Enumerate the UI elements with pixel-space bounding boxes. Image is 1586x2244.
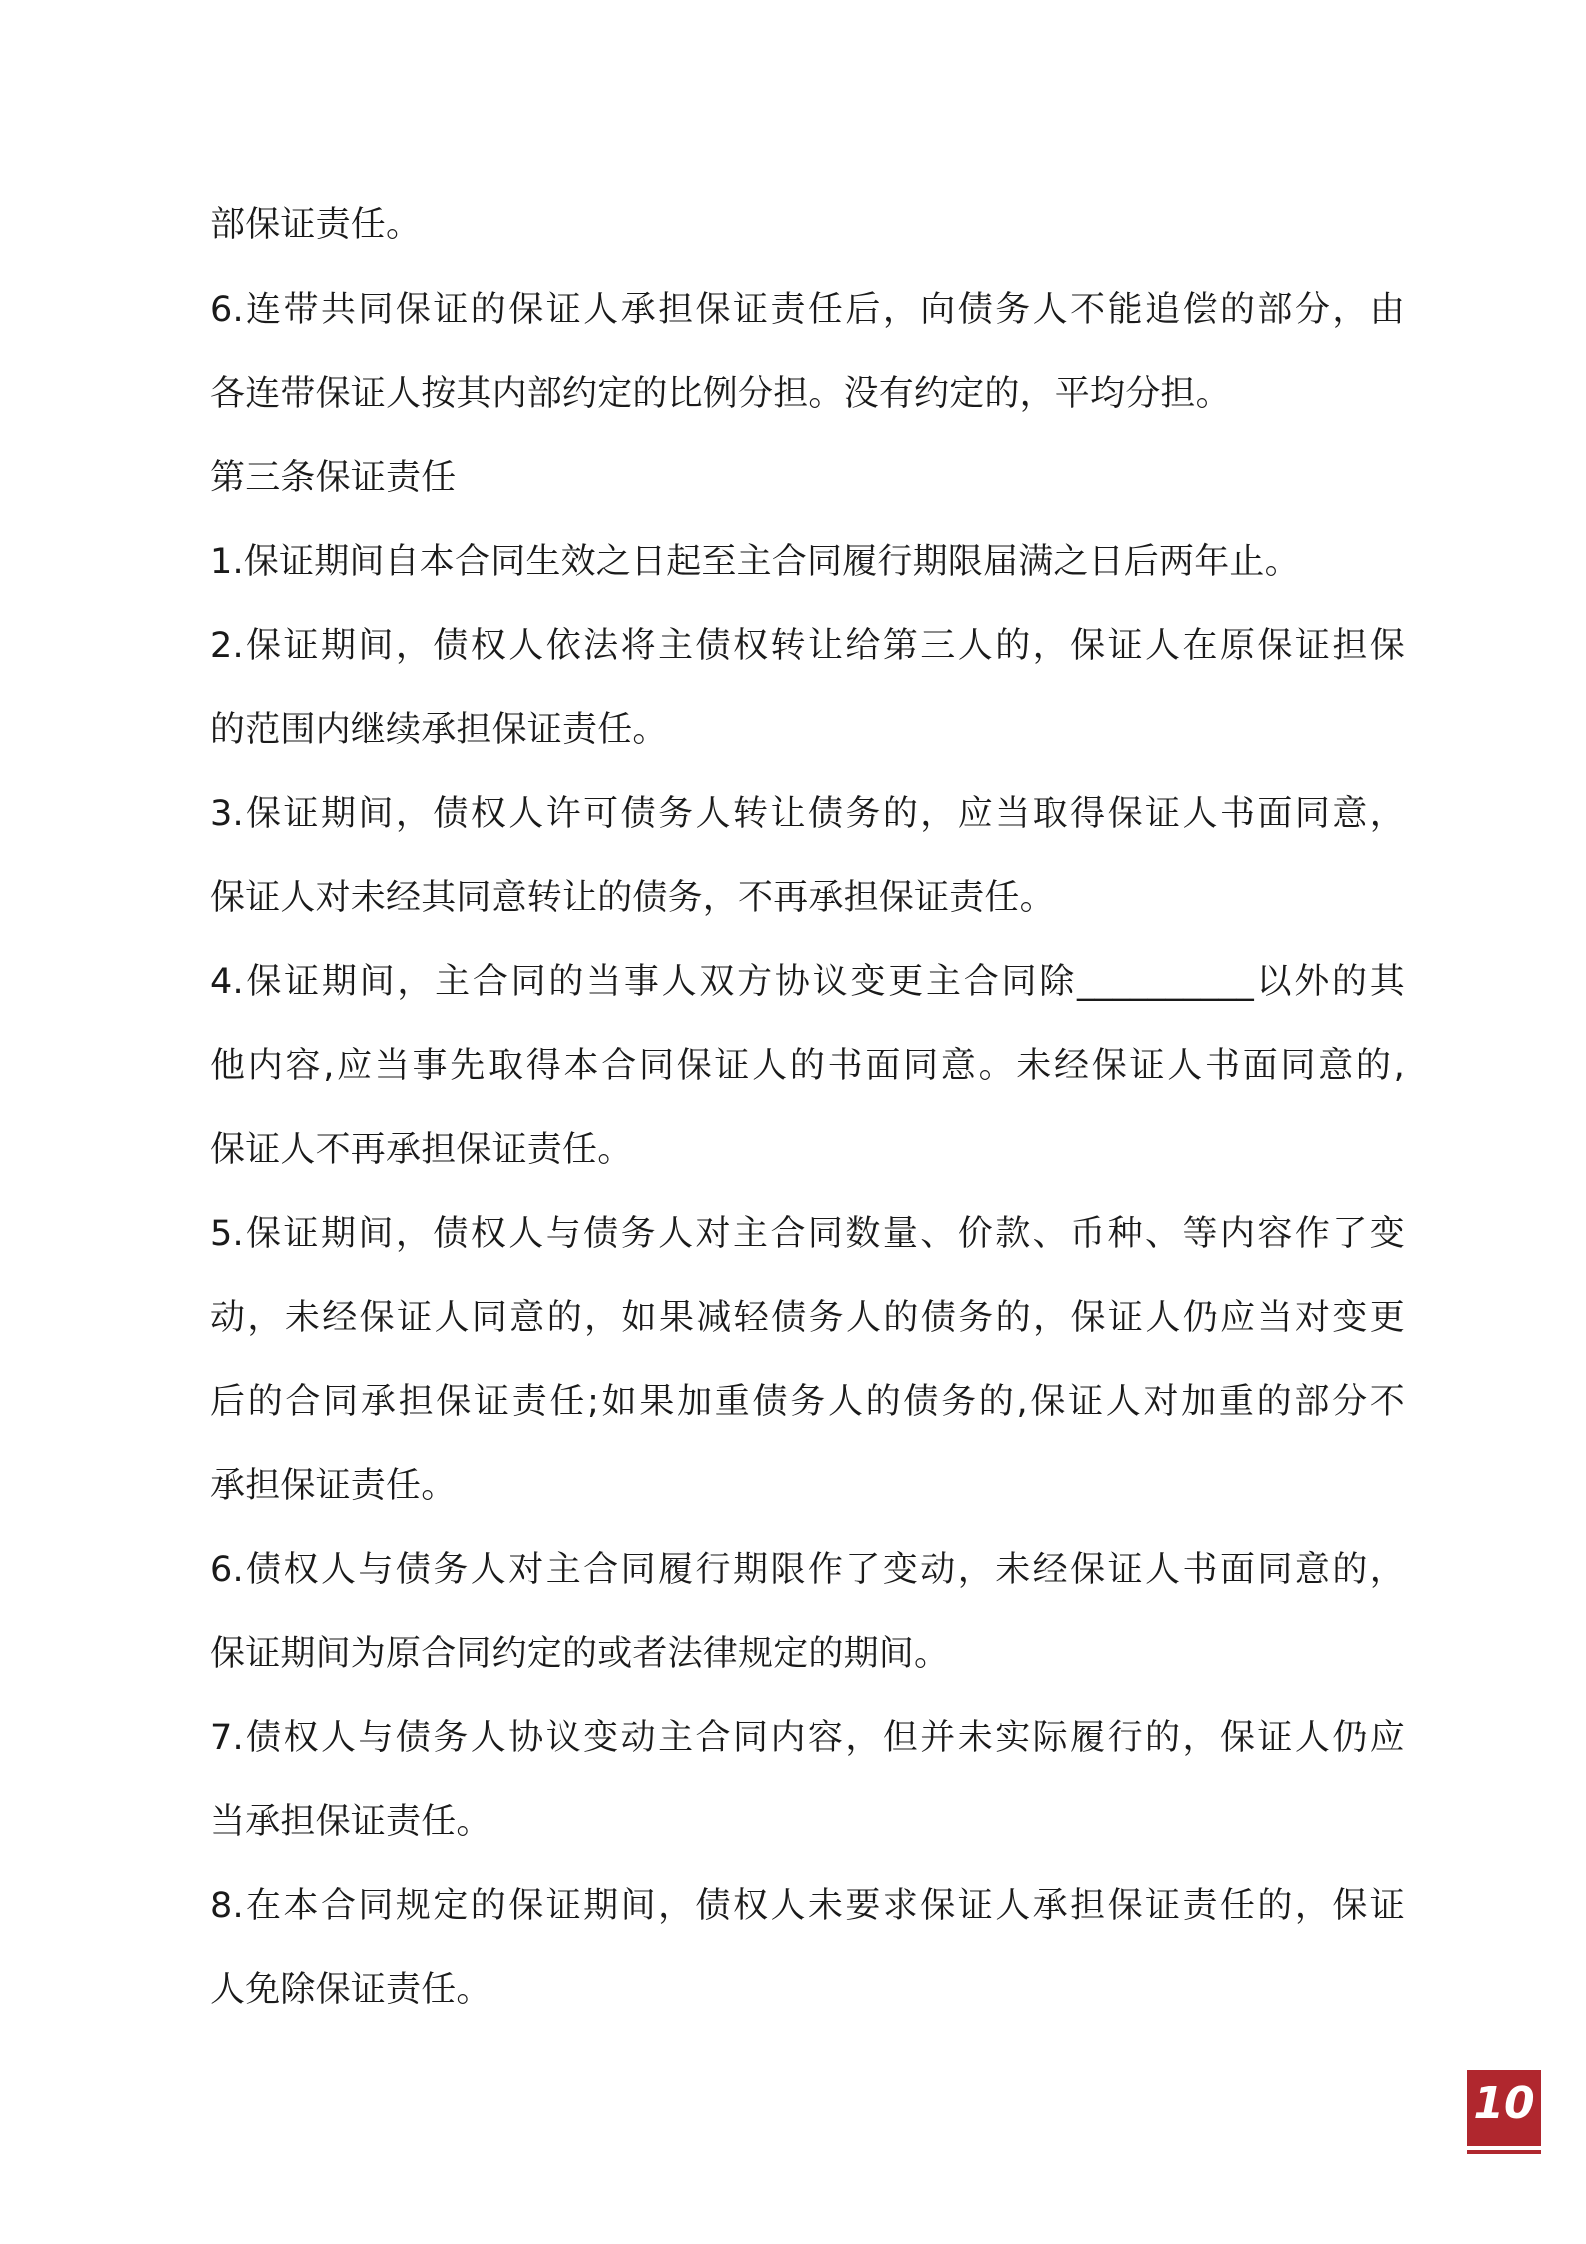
text-line-7: 的范围内继续承担保证责任。 [210, 710, 668, 750]
text-line-3: 各连带保证人按其内部约定的比例分担。没有约定的，平均分担。 [210, 374, 1231, 414]
text-line-6: 2.保证期间，债权人依法将主债权转让给第三人的，保证人在原保证担保 [210, 626, 1405, 666]
text-line-11: 他内容,应当事先取得本合同保证人的书面同意。未经保证人书面同意的, [210, 1046, 1405, 1086]
text-line-14: 动，未经保证人同意的，如果减轻债务人的债务的，保证人仍应当对变更 [210, 1298, 1405, 1338]
page-number-badge [1467, 2070, 1541, 2154]
text-line-2: 6.连带共同保证的保证人承担保证责任后，向债务人不能追偿的部分，由 [210, 290, 1405, 330]
text-line-18: 保证期间为原合同约定的或者法律规定的期间。 [210, 1634, 950, 1674]
text-line-10: 4.保证期间，主合同的当事人双方协议变更主合同除__________以外的其 [210, 962, 1405, 1002]
text-line-19: 7.债权人与债务人协议变动主合同内容，但并未实际履行的，保证人仍应 [210, 1718, 1405, 1758]
text-line-1: 部保证责任。 [210, 205, 422, 245]
text-line-20: 当承担保证责任。 [210, 1802, 492, 1842]
section-heading: 第三条保证责任 [210, 458, 457, 498]
text-line-22: 人免除保证责任。 [210, 1970, 492, 2010]
text-line-13: 5.保证期间，债权人与债务人对主合同数量、价款、币种、等内容作了变 [210, 1214, 1405, 1254]
page-number-underline [1467, 2150, 1541, 2154]
text-line-12: 保证人不再承担保证责任。 [210, 1130, 633, 1170]
text-line-9: 保证人对未经其同意转让的债务，不再承担保证责任。 [210, 878, 1055, 918]
text-line-15: 后的合同承担保证责任;如果加重债务人的债务的,保证人对加重的部分不 [210, 1382, 1405, 1422]
text-line-5: 1.保证期间自本合同生效之日起至主合同履行期限届满之日后两年止。 [210, 542, 1300, 582]
text-line-16: 承担保证责任。 [210, 1466, 457, 1506]
page-number: 10 [1473, 2078, 1535, 2129]
text-line-17: 6.债权人与债务人对主合同履行期限作了变动，未经保证人书面同意的， [210, 1550, 1405, 1590]
text-line-21: 8.在本合同规定的保证期间，债权人未要求保证人承担保证责任的，保证 [210, 1886, 1405, 1926]
text-line-8: 3.保证期间，债权人许可债务人转让债务的，应当取得保证人书面同意， [210, 794, 1405, 834]
